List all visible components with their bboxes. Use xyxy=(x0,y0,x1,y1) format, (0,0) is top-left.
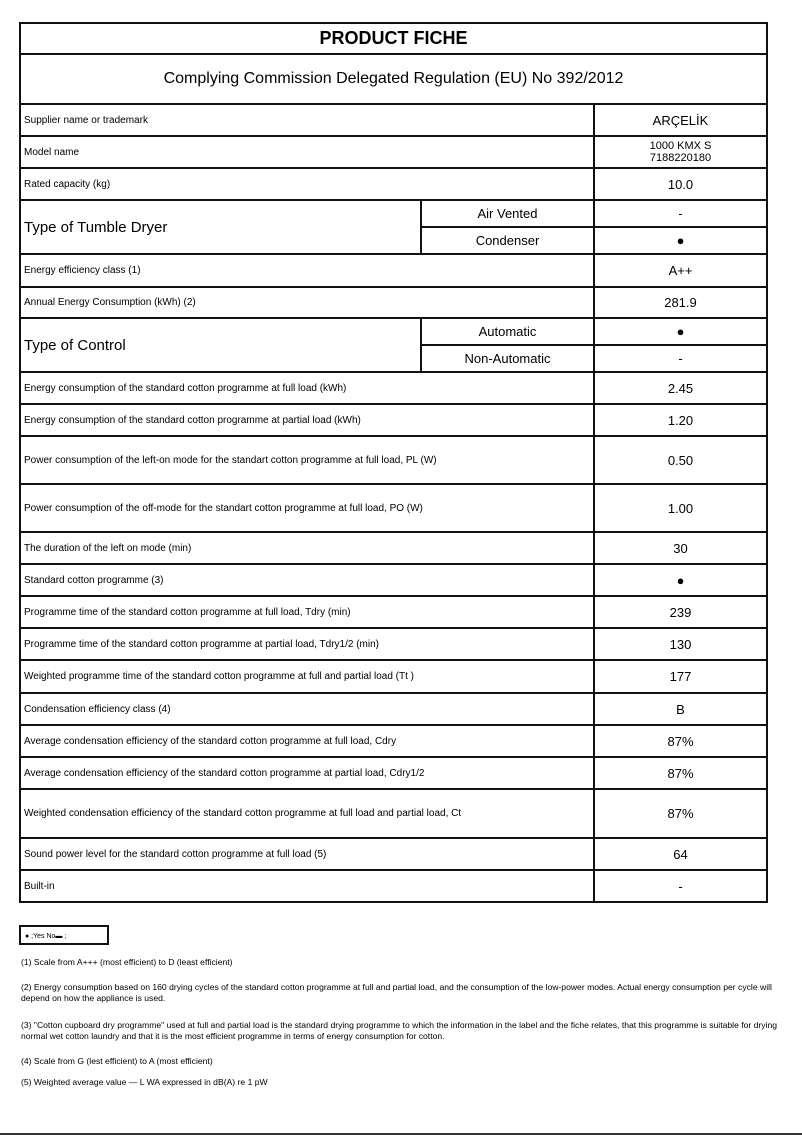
row-value: 2.45 xyxy=(594,372,767,404)
product-fiche-table xyxy=(19,22,768,903)
row-value: 87% xyxy=(594,789,767,838)
row-value: 0.50 xyxy=(594,436,767,484)
row-value: 177 xyxy=(594,660,767,693)
regulation-subtitle: Complying Commission Delegated Regulation (EU) No 392/2012 xyxy=(20,54,767,104)
row-label: Energy consumption of the standard cotton programme at partial load (kWh) xyxy=(20,404,594,436)
table-row xyxy=(20,484,767,532)
table-row xyxy=(20,372,767,404)
table-row xyxy=(20,660,767,693)
row-label: Power consumption of the left-on mode for the standart cotton programme at full load, PL (W) xyxy=(20,436,594,484)
footnote-5: (5) Weighted average value — L WA expressed in dB(A) re 1 pW xyxy=(21,1077,268,1087)
table-row xyxy=(20,564,767,596)
table-row xyxy=(20,404,767,436)
row-label: Average condensation efficiency of the standard cotton programme at partial load, Cdry1/2 xyxy=(20,757,594,789)
row-value: 30 xyxy=(594,532,767,564)
model-number: 7188220180 xyxy=(649,152,712,164)
table-row xyxy=(20,789,767,838)
row-value: 1.00 xyxy=(594,484,767,532)
footnote-1: (1) Scale from A+++ (most efficient) to D (least efficient) xyxy=(21,957,233,967)
row-label: Programme time of the standard cotton programme at full load, Tdry (min) xyxy=(20,596,594,628)
page-title: PRODUCT FICHE xyxy=(20,23,767,54)
footnote-4: (4) Scale from G (lest efficient) to A (most efficient) xyxy=(21,1056,213,1066)
table-row: Annual Energy Consumption (kWh) (2) 281.9 xyxy=(20,287,767,318)
row-value: 64 xyxy=(594,838,767,870)
table-row: Rated capacity (kg) 10.0 xyxy=(20,168,767,200)
page-bottom-rule xyxy=(0,1133,802,1135)
row-value: 87% xyxy=(594,757,767,789)
row-value: 130 xyxy=(594,628,767,660)
legend-box: ● ;Yes No▬ ; xyxy=(19,925,109,945)
table-row: Type of Tumble Dryer Air Vented - xyxy=(20,200,767,227)
row-label: Power consumption of the off-mode for the standart cotton programme at full load, PO (W) xyxy=(20,484,594,532)
footnote-2: (2) Energy consumption based on 160 drying cycles of the standard cotton programme at full and partial load, and the consumption of the low-power modes. Actual energy consumption per cycle will depend on how the appliance is used. xyxy=(21,982,772,1003)
table-row xyxy=(20,436,767,484)
table-row: Model name 1000 KMX S 7188220180 xyxy=(20,136,767,168)
row-value: - xyxy=(594,870,767,902)
row-label: Weighted condensation efficiency of the standard cotton programme at full load and partial load, Ct xyxy=(20,789,594,838)
table-row xyxy=(20,693,767,725)
table-row xyxy=(20,870,767,902)
table-row: Type of Control Automatic ● xyxy=(20,318,767,345)
table-row: Non-Automatic - xyxy=(20,345,767,372)
row-label: Weighted programme time of the standard cotton programme at full and partial load (Tt ) xyxy=(20,660,594,693)
row-value: 1.20 xyxy=(594,404,767,436)
table-row: Supplier name or trademark ARÇELİK xyxy=(20,104,767,136)
row-label: Condensation efficiency class (4) xyxy=(20,693,594,725)
row-label: Programme time of the standard cotton programme at partial load, Tdry1/2 (min) xyxy=(20,628,594,660)
table-row xyxy=(20,596,767,628)
table-row xyxy=(20,532,767,564)
row-label: Average condensation efficiency of the standard cotton programme at full load, Cdry xyxy=(20,725,594,757)
row-value: 87% xyxy=(594,725,767,757)
row-value: ● xyxy=(594,564,767,596)
table-row xyxy=(20,628,767,660)
model-name: 1000 KMX S xyxy=(649,140,712,152)
row-label: Built-in xyxy=(20,870,594,902)
table-row: Condenser ● xyxy=(20,227,767,254)
footnote-3: (3) "Cotton cupboard dry programme" used at full and partial load is the standard drying programme to which the information in the label and the fiche relates, that this programme is suitable for drying normal wet cotton laundry and that it is the most efficient programme in terms of energy consumption for cotton. xyxy=(21,1020,778,1041)
row-label: Standard cotton programme (3) xyxy=(20,564,594,596)
table-row xyxy=(20,725,767,757)
row-value: 239 xyxy=(594,596,767,628)
row-label: The duration of the left on mode (min) xyxy=(20,532,594,564)
row-label: Sound power level for the standard cotton programme at full load (5) xyxy=(20,838,594,870)
table-row xyxy=(20,757,767,789)
row-label: Energy consumption of the standard cotton programme at full load (kWh) xyxy=(20,372,594,404)
table-row xyxy=(20,838,767,870)
row-value: B xyxy=(594,693,767,725)
table-row: Energy efficiency class (1) A++ xyxy=(20,254,767,287)
